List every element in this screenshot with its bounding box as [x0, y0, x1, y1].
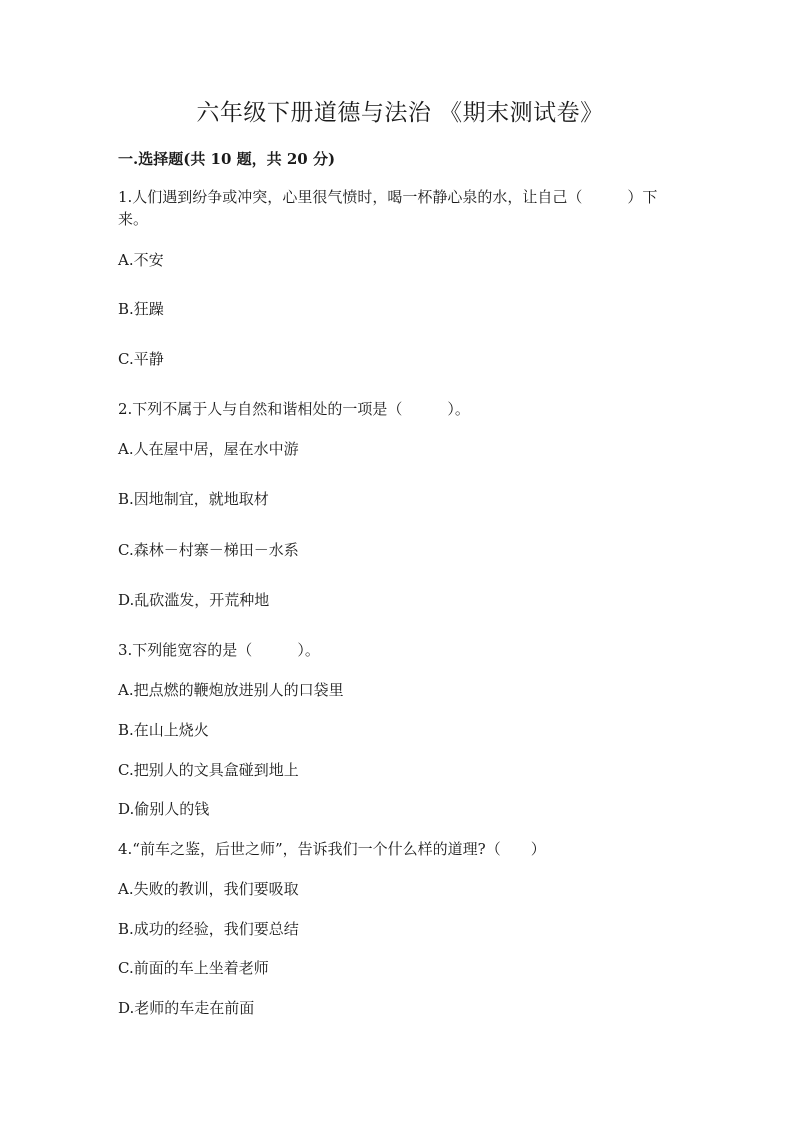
option-item: B.成功的经验，我们要总结	[118, 920, 299, 938]
question-stem: 3.下列能宽容的是（ ）。	[118, 641, 320, 659]
question-stem: 2.下列不属于人与自然和谐相处的一项是（ ）。	[118, 400, 470, 418]
question-stem: 1.人们遇到纷争或冲突，心里很气愤时，喝一杯静心泉的水，让自己（ ）下来。	[118, 188, 658, 228]
option-item: D.偷别人的钱	[118, 800, 210, 818]
option-item: A.把点燃的鞭炮放进别人的口袋里	[118, 681, 344, 699]
option-item: A.失败的教训，我们要吸取	[118, 880, 299, 898]
section-heading: 一.选择题(共 10 题，共 20 分)	[118, 150, 336, 168]
page-title: 六年级下册道德与法治 《期末测试卷》	[196, 100, 604, 126]
option-item: B.狂躁	[118, 300, 164, 318]
option-item: D.老师的车走在前面	[118, 999, 255, 1017]
question-stem: 4.“前车之鉴，后世之师”，告诉我们一个什么样的道理?（ ）	[118, 840, 546, 858]
option-item: D.乱砍滥发，开荒种地	[118, 591, 270, 609]
option-item: C.平静	[118, 350, 164, 368]
option-item: B.在山上烧火	[118, 721, 209, 739]
option-item: C.前面的车上坐着老师	[118, 959, 269, 977]
option-item: C.把别人的文具盒碰到地上	[118, 761, 299, 779]
option-item: A.不安	[118, 251, 164, 269]
option-item: B.因地制宜，就地取材	[118, 490, 269, 508]
option-item: A.人在屋中居，屋在水中游	[118, 440, 299, 458]
option-item: C.森林－村寨－梯田－水系	[118, 541, 299, 559]
